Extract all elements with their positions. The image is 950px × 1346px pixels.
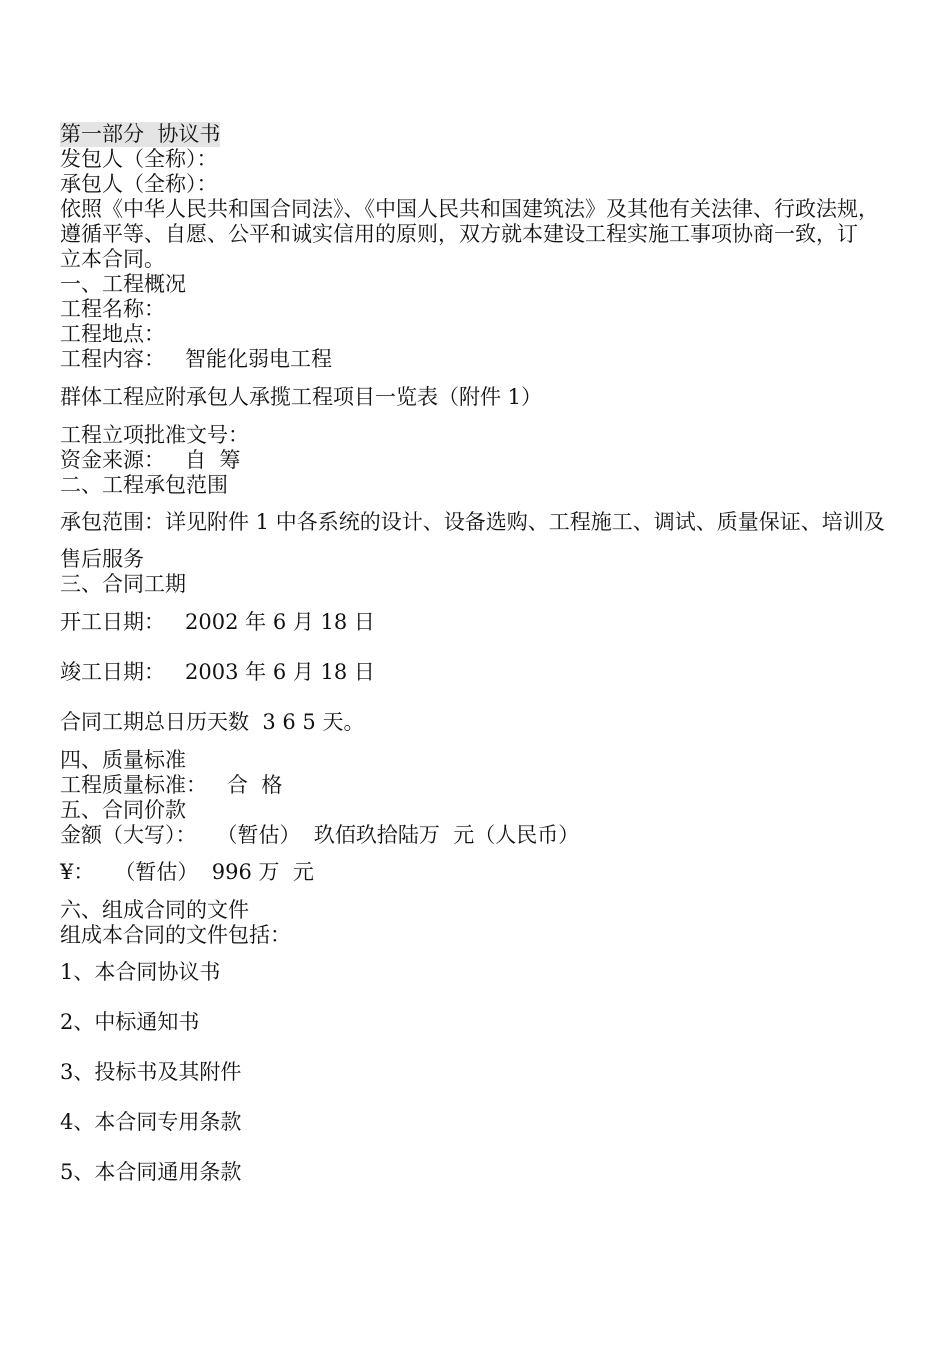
section-4-heading: 四、质量标准 xyxy=(60,748,186,772)
part-title: 第一部分 协议书 xyxy=(60,122,221,146)
start-date: 开工日期： 2002 年 6 月 18 日 xyxy=(60,610,375,634)
section-1-heading: 一、工程概况 xyxy=(60,272,186,296)
group-project-note: 群体工程应附承包人承揽工程项目一览表（附件 1） xyxy=(60,385,543,409)
project-content: 工程内容： 智能化弱电工程 xyxy=(60,347,333,371)
contractor-line: 承包人（全称）： xyxy=(60,172,218,196)
scope-line-2: 售后服务 xyxy=(60,547,144,571)
employer-line: 发包人（全称）： xyxy=(60,147,218,171)
preamble-line-3: 立本合同。 xyxy=(60,247,165,271)
list-item: 2、中标通知书 xyxy=(60,1010,200,1034)
scope-line-1: 承包范围：详见附件 1 中各系统的设计、设备选购、工程施工、调试、质量保证、培训及 xyxy=(60,510,885,534)
preamble-line-1: 依照《中华人民共和国合同法》、《中国人民共和国建筑法》及其他有关法律、行政法规， xyxy=(60,197,879,221)
project-location: 工程地点： xyxy=(60,322,165,346)
list-item: 4、本合同专用条款 xyxy=(60,1110,242,1134)
section-2-heading: 二、工程承包范围 xyxy=(60,473,228,497)
quality-standard: 工程质量标准： 合 格 xyxy=(60,773,283,797)
list-item: 3、投标书及其附件 xyxy=(60,1060,242,1084)
approval-number: 工程立项批准文号： xyxy=(60,423,249,447)
amount-in-figures: ¥： （暂估） 996 万 元 xyxy=(60,860,314,884)
section-5-heading: 五、合同价款 xyxy=(60,798,186,822)
amount-in-words: 金额（大写）： （暂估） 玖佰玖拾陆万 元（人民币） xyxy=(60,823,580,847)
section-3-heading: 三、合同工期 xyxy=(60,572,186,596)
funding-source: 资金来源： 自 筹 xyxy=(60,448,241,472)
total-duration: 合同工期总日历天数 3 6 5 天。 xyxy=(60,710,365,734)
finish-date: 竣工日期： 2003 年 6 月 18 日 xyxy=(60,660,375,684)
documents-intro: 组成本合同的文件包括： xyxy=(60,923,291,947)
list-item: 1、本合同协议书 xyxy=(60,960,221,984)
project-name: 工程名称： xyxy=(60,297,165,321)
section-6-heading: 六、组成合同的文件 xyxy=(60,898,249,922)
preamble-line-2: 遵循平等、自愿、公平和诚实信用的原则，双方就本建设工程实施工事项协商一致，订 xyxy=(60,222,858,246)
list-item: 5、本合同通用条款 xyxy=(60,1160,242,1184)
